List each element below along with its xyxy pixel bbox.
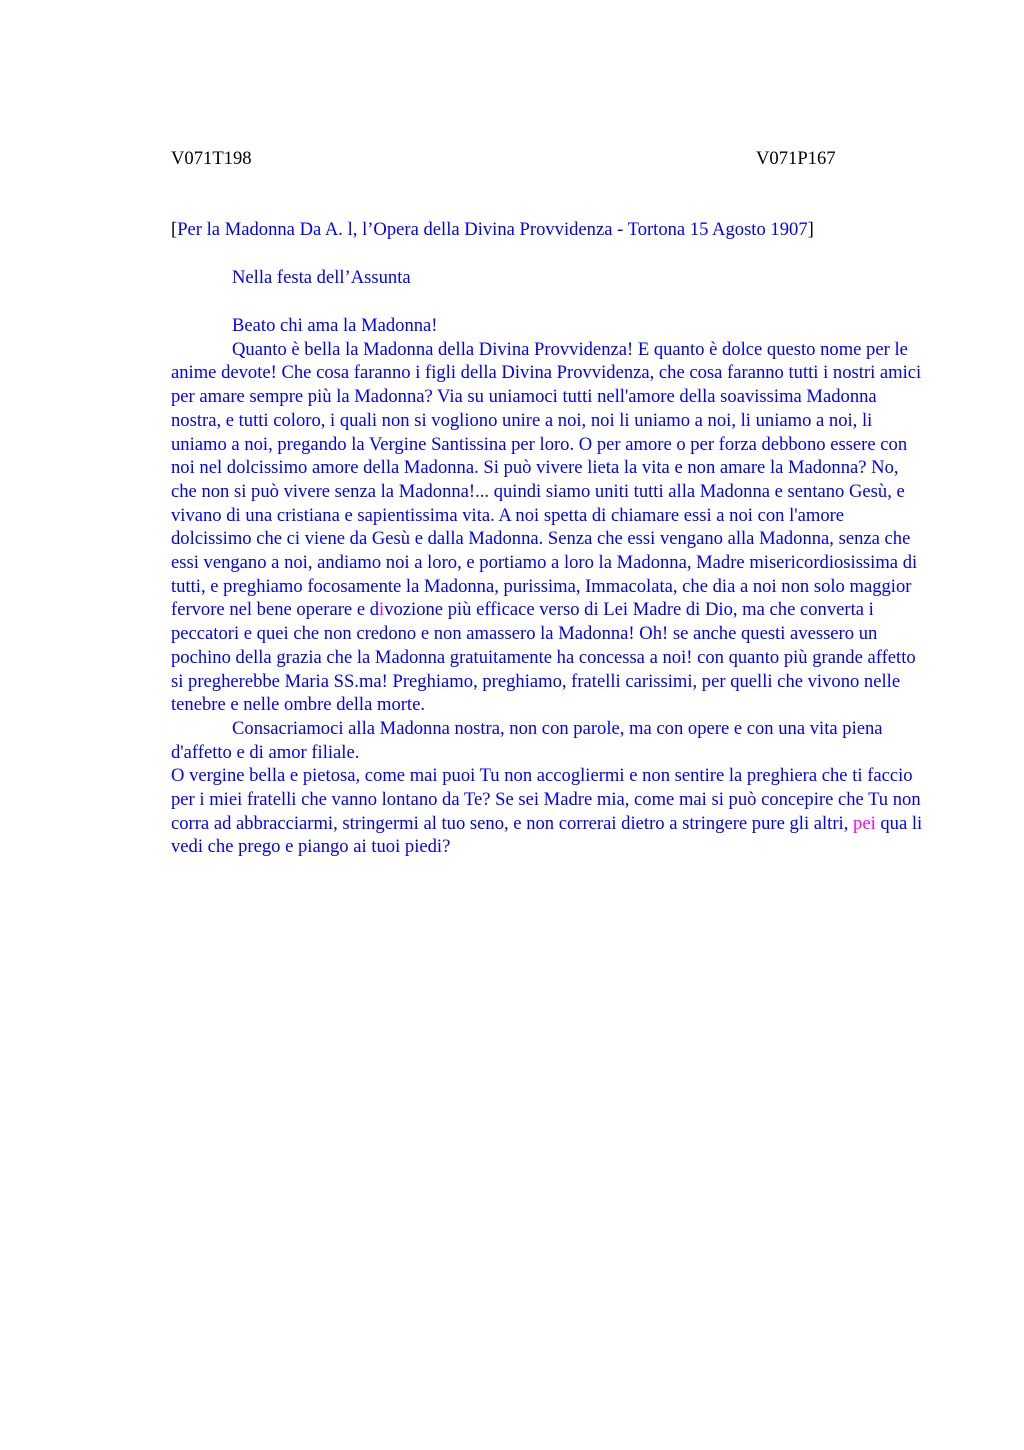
title-open-bracket: [ — [171, 219, 178, 240]
document-body — [171, 314, 927, 859]
title-close-bracket: ] — [807, 219, 814, 240]
document-title — [171, 218, 814, 242]
opening-line: Beato chi ama la Madonna! — [232, 315, 438, 336]
paragraph-2: Consacriamoci alla Madonna nostra, non con parole, ma con opere e con una vita piena d'affetto e di amor filiale. — [171, 717, 883, 763]
paragraph-3-highlight: pei — [853, 812, 876, 834]
paragraph-3 — [171, 764, 927, 859]
title-text: Per la Madonna Da A. l, l’Opera della Divina Provvidenza - Tortona 15 Agosto 1907 — [177, 219, 808, 240]
paragraph-3-text-b: qua li vedi che prego e piango ai tuoi piedi? — [171, 812, 923, 858]
paragraph-1-highlight: i — [379, 599, 385, 621]
paragraph-1 — [171, 338, 927, 717]
paragraph-3-text-a: O vergine bella e pietosa, come mai puoi Tu non accogliermi e non sentire la preghiera che ti faccio per i miei fratelli che vanno lontano da Te? Se sei Madre mia, come mai si può concepire che Tu non corra ad abbracciarmi, stringermi al tuo seno, e non correrai dietro a stringere pure gli altri, — [171, 765, 921, 834]
page-code-right: V071P167 — [756, 148, 836, 169]
paragraph-1-text-a: Quanto è bella la Madonna della Divina Provvidenza! E quanto è dolce questo nome per le anime devote! Che cosa faranno i figli della Divina Provvidenza, che cosa faranno tutti i nostri amici per amare sempre più la Madonna? Via su uniamoci tutti nell'amore della soavissima Madonna nostra, e tutti coloro, i quali non si vogliono unire a noi, noi li uniamo a noi, li uniamo a noi, li uniamo a noi, pregando la Vergine Santissina per loro. O per amore o per forza debbono essere con noi nel dolcissimo amore della Madonna. Si può vivere lieta la vita e non amare la Madonna? No, che non si può vivere senza la Madonna!... quindi siamo uniti tutti alla Madonna e sentano Gesù, e vivano di una cristiana e sapientissima vita. A noi spetta di chiamare essi a noi con l'amore dolcissimo che ci viene da Gesù e dalla Madonna. Senza che essi vengano alla Madonna, senza che essi vengano a noi, andiamo noi a loro, e portiamo a loro la Madonna, Madre misericordiosissima di tutti, e preghiamo focosamente la Madonna, purissima, Immacolata, che dia a noi non solo maggior fervore nel bene operare e d — [171, 338, 922, 621]
paragraph-1-text-b: vozione più efficace verso di Lei Madre di Dio, ma che converta i peccatori e quei che non credono e non amassero la Madonna! Oh! se anche questi avessero un pochino della grazia che la Madonna gratuitamente ha concessa a noi! con quanto più grande affetto si pregherebbe Maria SS.ma! Preghiamo, preghiamo, fratelli carissimi, per quelli che vivono nelle tenebre e nelle ombre della morte. — [171, 599, 916, 716]
document-code-left: V071T198 — [171, 148, 252, 169]
document-subtitle: Nella festa dell’Assunta — [232, 267, 411, 288]
